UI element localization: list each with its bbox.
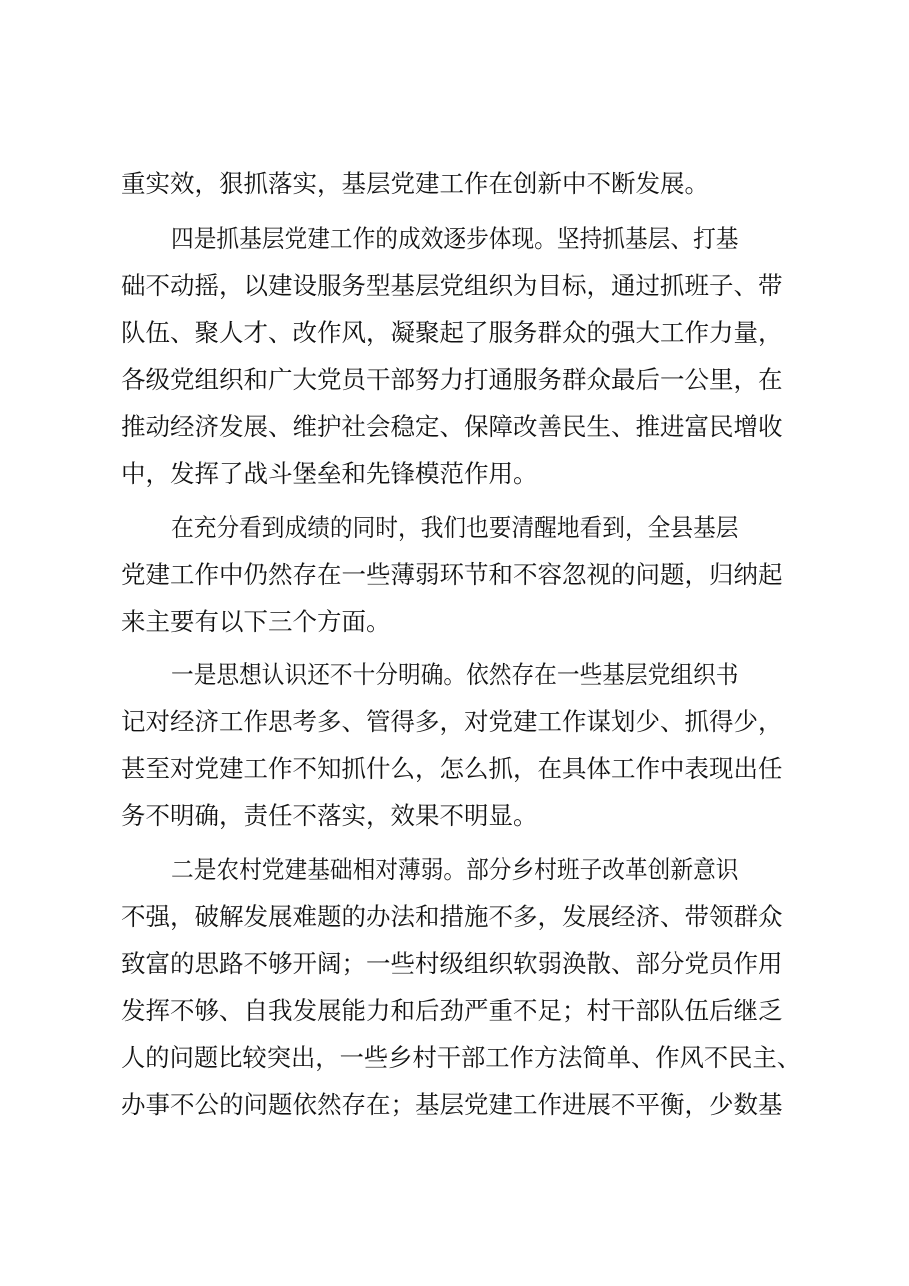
paragraph-first-line: 二是农村党建基础相对薄弱。部分乡村班子改革创新意识	[171, 855, 739, 884]
paragraph-first-line: 在充分看到成绩的同时，我们也要清醒地看到，全县基层	[171, 513, 739, 542]
paragraph-first-line: 四是抓基层党建工作的成效逐步体现。坚持抓基层、打基	[171, 224, 739, 253]
text-line: 人的问题比较突出，一些乡村干部工作方法简单、作风不民主、	[121, 1043, 802, 1072]
text-line: 重实效，狠抓落实，基层党建工作在创新中不断发展。	[121, 169, 709, 198]
text-line: 办事不公的问题依然存在；基层党建工作进展不平衡，少数基	[121, 1090, 783, 1119]
text-line: 党建工作中仍然存在一些薄弱环节和不容忽视的问题，归纳起	[121, 560, 783, 589]
text-line: 础不动摇，以建设服务型基层党组织为目标，通过抓班子、带	[121, 271, 783, 300]
text-line: 各级党组织和广大党员干部努力打通服务群众最后一公里，在	[121, 365, 783, 394]
text-line: 推动经济发展、维护社会稳定、保障改善民生、推进富民增收	[121, 412, 783, 441]
text-line: 中，发挥了战斗堡垒和先锋模范作用。	[121, 459, 538, 488]
text-line: 队伍、聚人才、改作风，凝聚起了服务群众的强大工作力量，	[121, 318, 783, 347]
paragraph-first-line: 一是思想认识还不十分明确。依然存在一些基层党组织书	[171, 660, 739, 689]
text-line: 甚至对党建工作不知抓什么，怎么抓，在具体工作中表现出任	[121, 754, 783, 783]
text-line: 发挥不够、自我发展能力和后劲严重不足；村干部队伍后继乏	[121, 996, 783, 1025]
text-line: 来主要有以下三个方面。	[121, 607, 391, 636]
text-line: 记对经济工作思考多、管得多，对党建工作谋划少、抓得少，	[121, 707, 783, 736]
text-line: 务不明确，责任不落实，效果不明显。	[121, 801, 538, 830]
text-line: 不强，破解发展难题的办法和措施不多，发展经济、带领群众	[121, 902, 783, 931]
text-line: 致富的思路不够开阔；一些村级组织软弱涣散、部分党员作用	[121, 949, 783, 978]
